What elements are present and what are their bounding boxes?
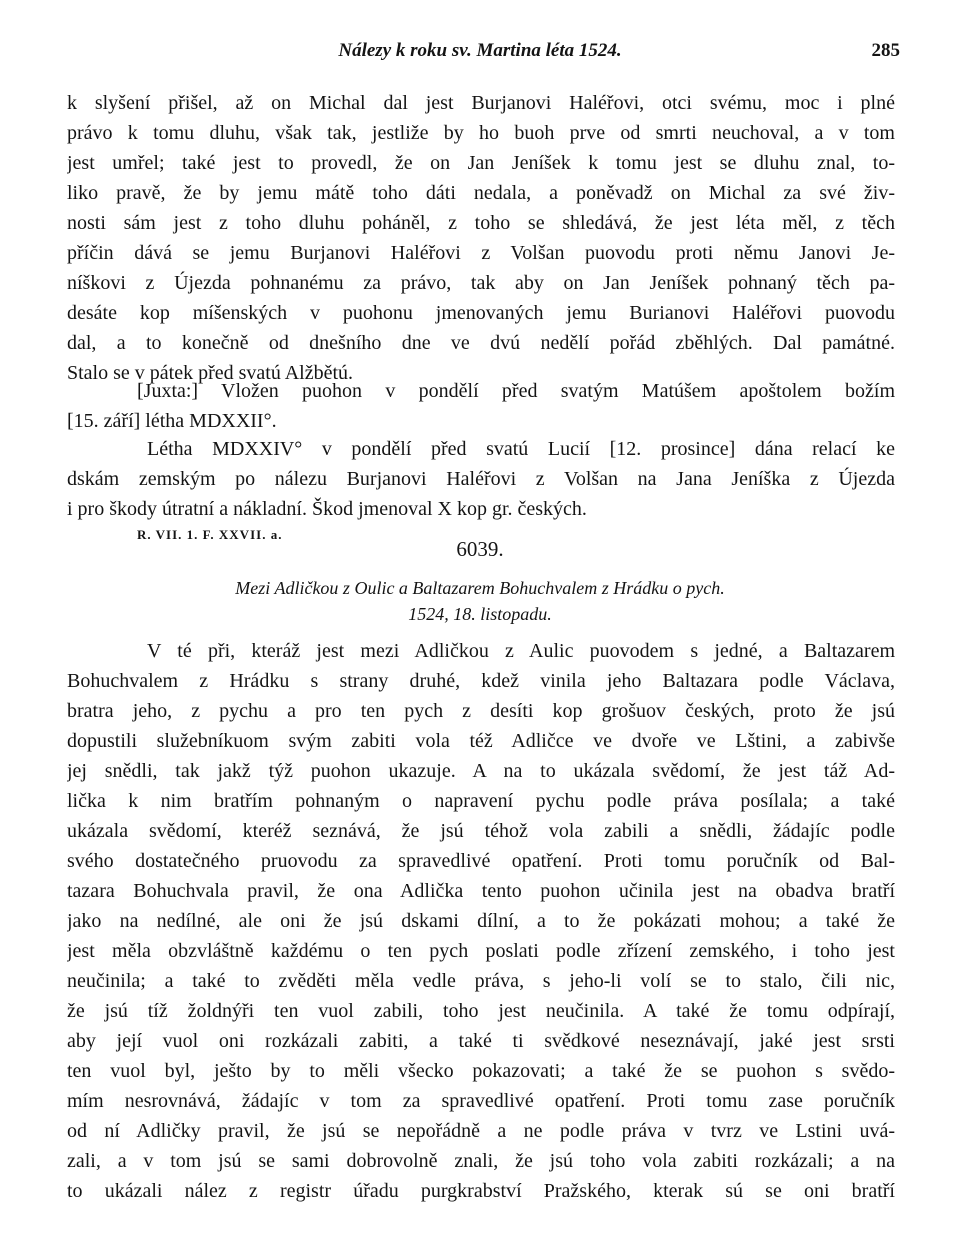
text-line: bratra jeho, z pychu a pro ten pych z desíti kop grošuov českých, proto že jsú bbox=[67, 700, 895, 722]
text-line: neučinila; a také to zvěděti měla vedle práva, s jeho-li volí se to stalo, čili nic, bbox=[67, 970, 895, 992]
text-line: lička k nim bratřím pohnaným o napravení pychu podle práva posílala; a také bbox=[67, 790, 895, 812]
document-number: 6039. bbox=[456, 537, 504, 561]
text-line: k slyšení přišel, až on Michal dal jest Burjanovi Haléřovi, otci svému, moc i plné bbox=[67, 92, 895, 114]
text-line: dal, a to konečně od dnešního dne ve dvú nedělí pořád zběhlých. Dal památné. bbox=[67, 332, 895, 354]
text-line: níškovi z Újezda pohnanému za právo, tak aby on Jan Jeníšek pohnaný těch pa- bbox=[67, 272, 895, 294]
paragraph-juxta bbox=[67, 376, 895, 436]
text-line: liko pravě, že by jemu mátě toho dáti nedala, a poněvadž on Michal za své živ- bbox=[67, 182, 895, 204]
paragraph-relation bbox=[67, 434, 895, 546]
text-line: Stalo se v pátek před svatú Alžbětú. bbox=[67, 362, 354, 384]
page-number: 285 bbox=[871, 40, 900, 61]
text-line: dopustili služebníkuom svým zabiti vola též Adličce ve dvoře ve Lštini, a zabivše bbox=[67, 730, 895, 752]
document-title-line: Mezi Adličkou z Oulic a Baltazarem Bohuchvalem z Hrádku o pych. bbox=[235, 578, 725, 598]
document-date: 1524, 18. listopadu. bbox=[408, 604, 552, 624]
text-line: jej snědli, tak jakž týž puohon ukazuje. A na to ukázala svědomí, že jest táž Ad- bbox=[67, 760, 895, 782]
text-line: Létha MDXXIV° v pondělí před svatú Lucií [12. prosince] dána relací ke bbox=[147, 438, 895, 460]
text-line: V té při, kteráž jest mezi Adličkou z Aulic puovodem s jedné, a Baltazarem bbox=[147, 640, 895, 662]
paragraph-dispute bbox=[67, 636, 895, 1206]
text-line: že jsú tíž žoldnýři ten vuol zabili, toho jest neučinila. A také že tomu odpírají, bbox=[67, 1000, 895, 1022]
text-line: Bohuchvalem z Hrádku s strany druhé, kdež vinila jeho Baltazara podle Václava, bbox=[67, 670, 895, 692]
text-line: jest umřel; také jest to provedl, že on Jan Jeníšek k tomu jest se dluhu znal, to- bbox=[67, 152, 895, 174]
running-title: Nálezy k roku sv. Martina léta 1524. bbox=[338, 40, 622, 61]
document-title bbox=[60, 575, 900, 627]
text-line: mím nesrovnává, žádajíc v tom za spravedlivé opatření. Proti tomu zase poručník bbox=[67, 1090, 895, 1112]
text-line: jest měla obzvláštně každému o ten pych poslati podle zřízení zemského, i toho jest bbox=[67, 940, 895, 962]
text-line: zali, a v tom jsú se sami dobrovolně znali, že jsú toho vola zabiti rozkázali; a na bbox=[67, 1150, 895, 1172]
text-line: [15. září] létha MDXXII°. bbox=[67, 410, 277, 432]
text-line: to ukázali nález z registr úřadu purgkrabství Pražského, kterak sú se oni bratří bbox=[67, 1180, 895, 1202]
page-header bbox=[60, 40, 900, 70]
text-line: od ní Adličky pravil, že jsú se nepořádně a ne podle práva v tvrz ve Lstini uvá- bbox=[67, 1120, 895, 1142]
archival-signature: R. VII. 1. F. XXVII. a. bbox=[137, 527, 283, 542]
text-line: aby její vuol oni rozkázali zabiti, a také ti svědkové neseznávají, jaké jest srsti bbox=[67, 1030, 895, 1052]
paragraph-verdict bbox=[67, 88, 895, 388]
text-line: dskám zemským po nálezu Burjanovi Haléřovi z Volšan na Jana Jeníška z Újezda bbox=[67, 468, 895, 490]
text-line: právo k tomu dluhu, však tak, jestliže by ho buoh prve od smrti neuchoval, a v tom bbox=[67, 122, 895, 144]
text-line: i pro škody útratní a nákladní. Škod jmenoval X kop gr. českých. bbox=[67, 498, 587, 520]
text-line: svého dostatečného pruovodu za spravedlivé opatření. Proti tomu poručník od Bal- bbox=[67, 850, 895, 872]
text-line: desáte kop míšenských v puohonu jmenovaných jemu Burianovi Haléřovi puovodu bbox=[67, 302, 895, 324]
text-line: příčin dává se jemu Burjanovi Haléřovi z Volšan puovodu proti němu Janovi Je- bbox=[67, 242, 895, 264]
text-line: ten vuol byl, ješto by to měli všecko pokazovati; a také že se puohon s svědo- bbox=[67, 1060, 895, 1082]
text-line: [Juxta:] Vložen puohon v pondělí před svatým Matúšem apoštolem božím bbox=[137, 380, 895, 402]
text-line: nosti sám jest z toho dluhu poháněl, z toho se shledává, že jest léta měl, z těch bbox=[67, 212, 895, 234]
text-line: tazara Bohuchvala pravil, že ona Adlička tento puohon učinila jest na obadva bratří bbox=[67, 880, 895, 902]
text-line: jako na nedílné, ale oni že jsú dskami dílní, a to že pokázati mohou; a také že bbox=[67, 910, 895, 932]
text-line: ukázala svědomí, kteréž seznává, že jsú téhož vola zabili a snědli, žádajíc podle bbox=[67, 820, 895, 842]
